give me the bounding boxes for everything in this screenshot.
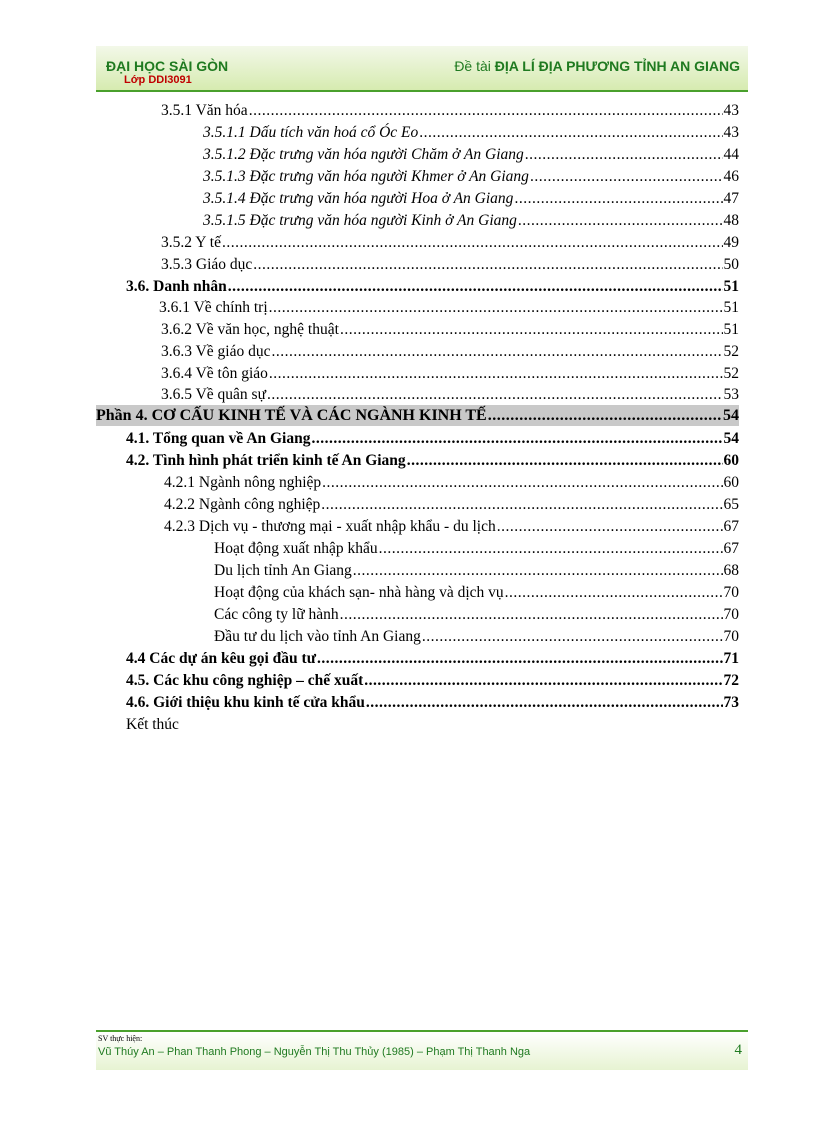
toc-entry-title: 3.5.1 Văn hóa (161, 102, 248, 119)
toc-entry[interactable] (126, 428, 739, 449)
toc-entry-title: 4.2. Tình hình phát triển kinh tế An Giang (126, 452, 406, 469)
topic-prefix: Đề tài (454, 58, 491, 74)
toc-entry-title: Đầu tư du lịch vào tỉnh An Giang (214, 628, 421, 645)
toc-entry-page: 70 (723, 584, 739, 601)
toc-entry[interactable] (164, 516, 739, 537)
toc-entry-title: Hoạt động của khách sạn- nhà hàng và dịch vụ (214, 584, 504, 601)
toc-entry-page: 50 (723, 256, 739, 273)
toc-leader-dots (518, 210, 723, 231)
toc-leader-dots (364, 670, 722, 691)
toc-entry-page: 43 (723, 124, 739, 141)
toc-entry-title: 4.1. Tổng quan về An Giang (126, 430, 311, 447)
toc-entry[interactable] (126, 450, 739, 471)
toc-entry-title: 3.5.1.2 Đặc trưng văn hóa người Chăm ở An Giang (203, 146, 524, 163)
toc-entry-title: 3.6.5 Về quân sự (161, 386, 266, 403)
toc-entry-title: Du lịch tỉnh An Giang (214, 562, 352, 579)
toc-entry-title: 4.2.3 Dịch vụ - thương mại - xuất nhập khẩu - du lịch (164, 518, 496, 535)
toc-entry-page: 46 (723, 168, 739, 185)
toc-entry-title: 4.5. Các khu công nghiệp – chế xuất (126, 672, 364, 689)
toc-entry[interactable] (203, 144, 739, 165)
toc-entry-page: 67 (723, 518, 739, 535)
page-number: 4 (734, 1042, 742, 1058)
toc-leader-dots (488, 405, 722, 426)
toc-entry-title: 3.6.2 Về văn học, nghệ thuật (161, 321, 339, 338)
toc-entry[interactable] (214, 560, 739, 581)
toc-entry-title: Phần 4. CƠ CẤU KINH TẾ VÀ CÁC NGÀNH KINH TẾ (96, 407, 487, 424)
toc-entry-title: Hoạt động xuất nhập khẩu (214, 540, 378, 557)
toc-leader-dots (222, 232, 723, 253)
toc-leader-dots (353, 560, 723, 581)
toc-entry-title: 3.6.4 Về tôn giáo (161, 365, 268, 382)
toc-leader-dots (269, 363, 723, 384)
toc-entry-page: 47 (723, 190, 739, 207)
toc-entry-title: 3.5.1.1 Dấu tích văn hoá cổ Óc Eo (203, 124, 419, 141)
toc-entry[interactable] (161, 100, 739, 121)
toc-leader-dots (366, 692, 723, 713)
toc-entry-page: 52 (723, 365, 739, 382)
toc-part-heading[interactable] (96, 405, 739, 426)
school-name: ĐẠI HỌC SÀI GÒN (106, 58, 229, 74)
toc-entry-page: 53 (723, 386, 739, 403)
toc-entry[interactable] (203, 122, 739, 143)
toc-leader-dots (249, 100, 723, 121)
toc-entry-title: 3.5.1.3 Đặc trưng văn hóa người Khmer ở An Giang (203, 168, 529, 185)
toc-leader-dots (497, 516, 723, 537)
toc-entry-title: 4.2.2 Ngành công nghiệp (164, 496, 321, 513)
toc-entry[interactable] (214, 538, 739, 559)
toc-leader-dots (317, 648, 723, 669)
toc-entry-page: 52 (723, 343, 739, 360)
toc-entry[interactable] (164, 472, 739, 493)
toc-leader-dots (312, 428, 723, 449)
toc-entry-title: 3.5.3 Giáo dục (161, 256, 253, 273)
toc-leader-dots (422, 626, 723, 647)
toc-entry-page: 44 (723, 146, 739, 163)
toc-entry-title: 3.5.1.5 Đặc trưng văn hóa người Kinh ở An Giang (203, 212, 517, 229)
toc-entry[interactable] (159, 297, 739, 318)
toc-entry-page: 70 (723, 606, 739, 623)
authors-list: Vũ Thúy An – Phan Thanh Phong – Nguyễn Thị Thu Thủy (1985) – Phạm Thị Thanh Nga (98, 1046, 531, 1058)
toc-leader-dots (340, 319, 723, 340)
page-header (96, 46, 748, 92)
toc-leader-dots (271, 341, 722, 362)
toc-leader-dots (269, 297, 723, 318)
toc-entry[interactable] (161, 319, 739, 340)
toc-entry-page: 54 (723, 430, 739, 447)
toc-entry[interactable] (214, 604, 739, 625)
toc-entry[interactable] (126, 648, 739, 669)
toc-entry[interactable] (164, 494, 739, 515)
toc-leader-dots (419, 122, 722, 143)
toc-entry-title: 4.6. Giới thiệu khu kinh tế cửa khẩu (126, 694, 365, 711)
toc-entry-title: 4.4 Các dự án kêu gọi đầu tư (126, 650, 316, 667)
class-code: Lớp DDI3091 (124, 74, 192, 86)
toc-entry[interactable] (161, 232, 739, 253)
toc-leader-dots (228, 276, 723, 297)
toc-leader-dots (321, 494, 722, 515)
toc-entry[interactable] (126, 670, 739, 691)
toc-entry-page: 43 (723, 102, 739, 119)
toc-entry-page: 51 (723, 321, 739, 338)
toc-entry-page: 68 (723, 562, 739, 579)
toc-entry[interactable] (126, 276, 739, 297)
toc-entry-page: 72 (723, 672, 739, 689)
toc-entry-page: 60 (723, 452, 739, 469)
topic-name: ĐỊA LÍ ĐỊA PHƯƠNG TỈNH AN GIANG (494, 58, 740, 74)
toc-entry-page: 71 (723, 650, 739, 667)
toc-entry[interactable] (203, 210, 739, 231)
toc-entry-title: Các công ty lữ hành (214, 606, 339, 623)
toc-entry-title: 4.2.1 Ngành nông nghiệp (164, 474, 322, 491)
toc-leader-dots (322, 472, 722, 493)
page-footer (96, 1030, 748, 1070)
toc-leader-dots (407, 450, 723, 471)
toc-entry-page: 48 (723, 212, 739, 229)
toc-entry[interactable] (161, 363, 739, 384)
toc-entry-page: 67 (723, 540, 739, 557)
toc-entry-page: 51 (723, 278, 739, 295)
toc-ending[interactable]: Kết thúc (126, 716, 179, 733)
toc-entry[interactable] (214, 582, 739, 603)
authors-label: SV thực hiện: (98, 1034, 143, 1043)
toc-entry[interactable] (161, 384, 739, 405)
toc-leader-dots (505, 582, 723, 603)
toc-entry[interactable] (203, 166, 739, 187)
toc-leader-dots (267, 384, 723, 405)
toc-entry-page: 51 (723, 299, 739, 316)
toc-entry[interactable] (161, 254, 739, 275)
toc-entry[interactable] (126, 692, 739, 713)
toc-entry-title: 3.5.1.4 Đặc trưng văn hóa người Hoa ở An Giang (203, 190, 514, 207)
toc-leader-dots (530, 166, 723, 187)
toc-entry-title: 3.6.1 Về chính trị (159, 299, 268, 316)
toc-entry[interactable] (161, 341, 739, 362)
toc-entry-title: 3.5.2 Y tế (161, 234, 221, 251)
toc-entry[interactable] (203, 188, 739, 209)
toc-entry-page: 54 (723, 407, 739, 424)
toc-leader-dots (379, 538, 723, 559)
toc-entry-page: 70 (723, 628, 739, 645)
toc-entry-page: 65 (723, 496, 739, 513)
toc-leader-dots (253, 254, 722, 275)
toc-entry-page: 49 (723, 234, 739, 251)
toc-entry-page: 60 (723, 474, 739, 491)
toc-entry-title: 3.6.3 Về giáo dục (161, 343, 271, 360)
toc-leader-dots (525, 144, 723, 165)
topic-title (454, 58, 740, 74)
toc-leader-dots (514, 188, 722, 209)
toc-entry-title: 3.6. Danh nhân (126, 278, 227, 295)
toc-entry-page: 73 (723, 694, 739, 711)
toc-leader-dots (340, 604, 723, 625)
toc-entry[interactable] (214, 626, 739, 647)
